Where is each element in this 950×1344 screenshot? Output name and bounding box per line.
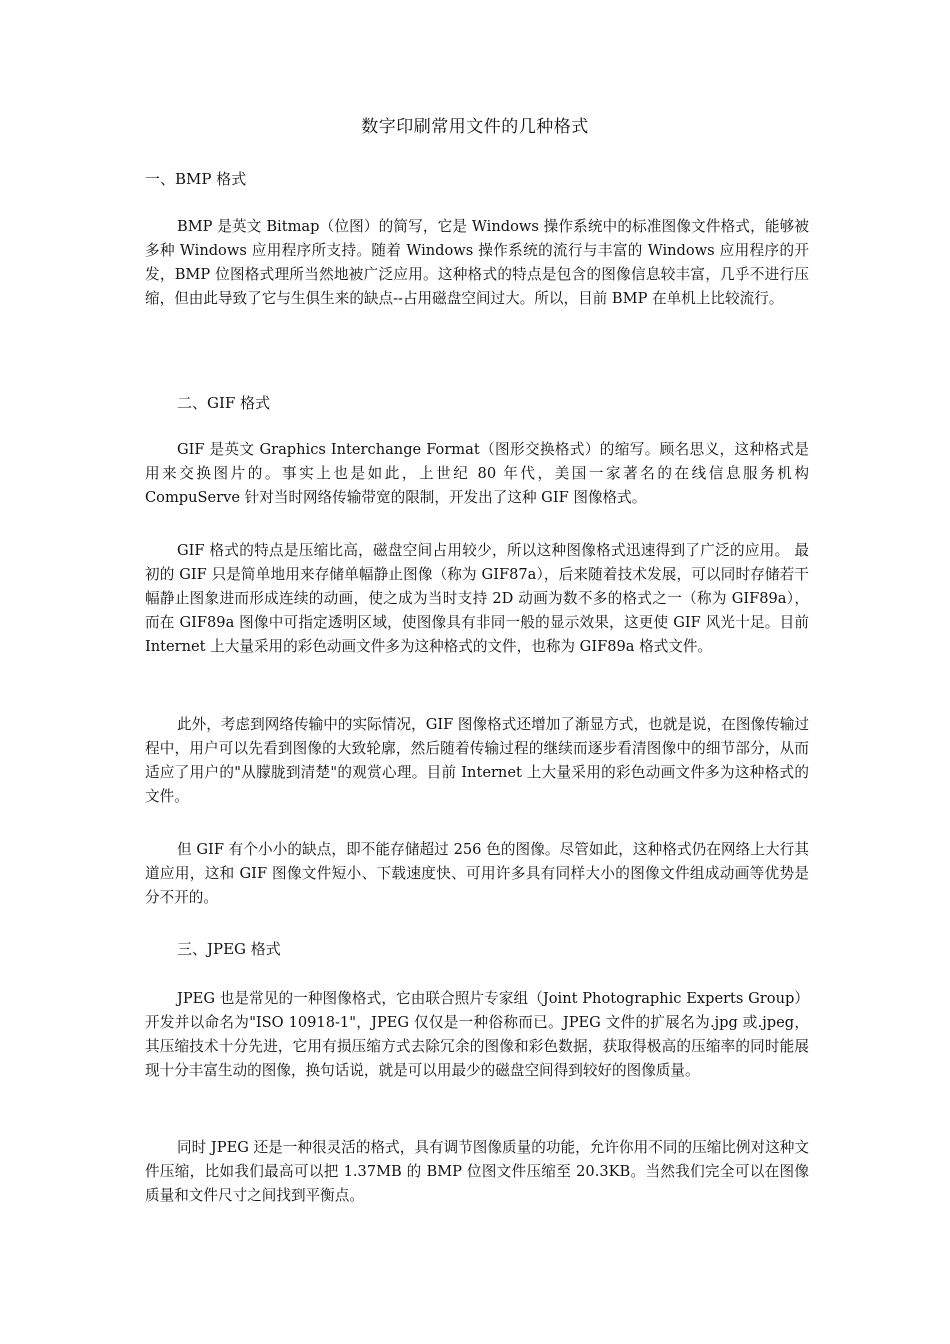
jpeg-paragraph-2: 同时 JPEG 还是一种很灵活的格式，具有调节图像质量的功能，允许你用不同的压缩比例对这种文件压缩，比如我们最高可以把 1.37MB 的 BMP 位图文件压缩至 20.3KB。当然我们完全可以在图像质量和文件尺寸之间找到平衡点。 xyxy=(145,1139,809,1205)
jpeg-paragraph-1: JPEG 也是常见的一种图像格式，它由联合照片专家组（Joint Photographic Experts Group）开发并以命名为"ISO 10918-1"，JPEG 仅仅是一种俗称而已。JPEG 文件的扩展名为.jpg 或.jpeg，其压缩技术十分先进，它用有损压缩方式去除冗余的图像和彩色数据，获取得极高的压缩率的同时能展现十分丰富生动的图像，换句话说，就是可以用最少的磁盘空间得到较好的图像质量。 xyxy=(145,990,809,1080)
gif-paragraph-4: 但 GIF 有个小小的缺点，即不能存储超过 256 色的图像。尽管如此，这种格式仍在网络上大行其道应用，这和 GIF 图像文件短小、下载速度快、可用许多具有同样大小的图像文件组成动画等优势是分不开的。 xyxy=(145,841,809,907)
bmp-paragraph: BMP 是英文 Bitmap（位图）的简写，它是 Windows 操作系统中的标准图像文件格式，能够被多种 Windows 应用程序所支持。随着 Windows 操作系统的流行与丰富的 Windows 应用程序的开发，BMP 位图格式理所当然地被广泛应用。这种格式的特点是包含的图像信息较丰富，几乎不进行压缩，但由此导致了它与生俱生来的缺点--占用磁盘空间过大。所以，目前 BMP 在单机上比较流行。 xyxy=(145,218,809,308)
gif-paragraph-3: 此外，考虑到网络传输中的实际情况，GIF 图像格式还增加了渐显方式，也就是说，在图像传输过程中，用户可以先看到图像的大致轮廓，然后随着传输过程的继续而逐步看清图像中的细节部分，从而适应了用户的"从朦胧到清楚"的观赏心理。目前 Internet 上大量采用的彩色动画文件多为这种格式的文件。 xyxy=(145,716,809,806)
gif-paragraph-1: GIF 是英文 Graphics Interchange Format（图形交换格式）的缩写。顾名思义，这种格式是用来交换图片的。事实上也是如此，上世纪 80 年代，美国一家著名的在线信息服务机构 CompuServe 针对当时网络传输带宽的限制，开发出了这种 GIF 图像格式。 xyxy=(145,441,809,507)
gif-paragraph-2: GIF 格式的特点是压缩比高，磁盘空间占用较少，所以这种图像格式迅速得到了广泛的应用。 最初的 GIF 只是简单地用来存储单幅静止图像（称为 GIF87a），后来随着技术发展，可以同时存储若干幅静止图象进而形成连续的动画，使之成为当时支持 2D 动画为数不多的格式之一（称为 GIF89a），而在 GIF89a 图像中可指定透明区域，使图像具有非同一般的显示效果，这更使 GIF 风光十足。目前 Internet 上大量采用的彩色动画文件多为这种格式的文件，也称为 GIF89a 格式文件。 xyxy=(145,542,809,656)
section-heading-gif: 二、GIF 格式 xyxy=(177,394,271,412)
document-title: 数字印刷常用文件的几种格式 xyxy=(361,117,589,137)
section-heading-jpeg: 三、JPEG 格式 xyxy=(177,940,281,958)
section-heading-bmp: 一、BMP 格式 xyxy=(145,170,247,188)
